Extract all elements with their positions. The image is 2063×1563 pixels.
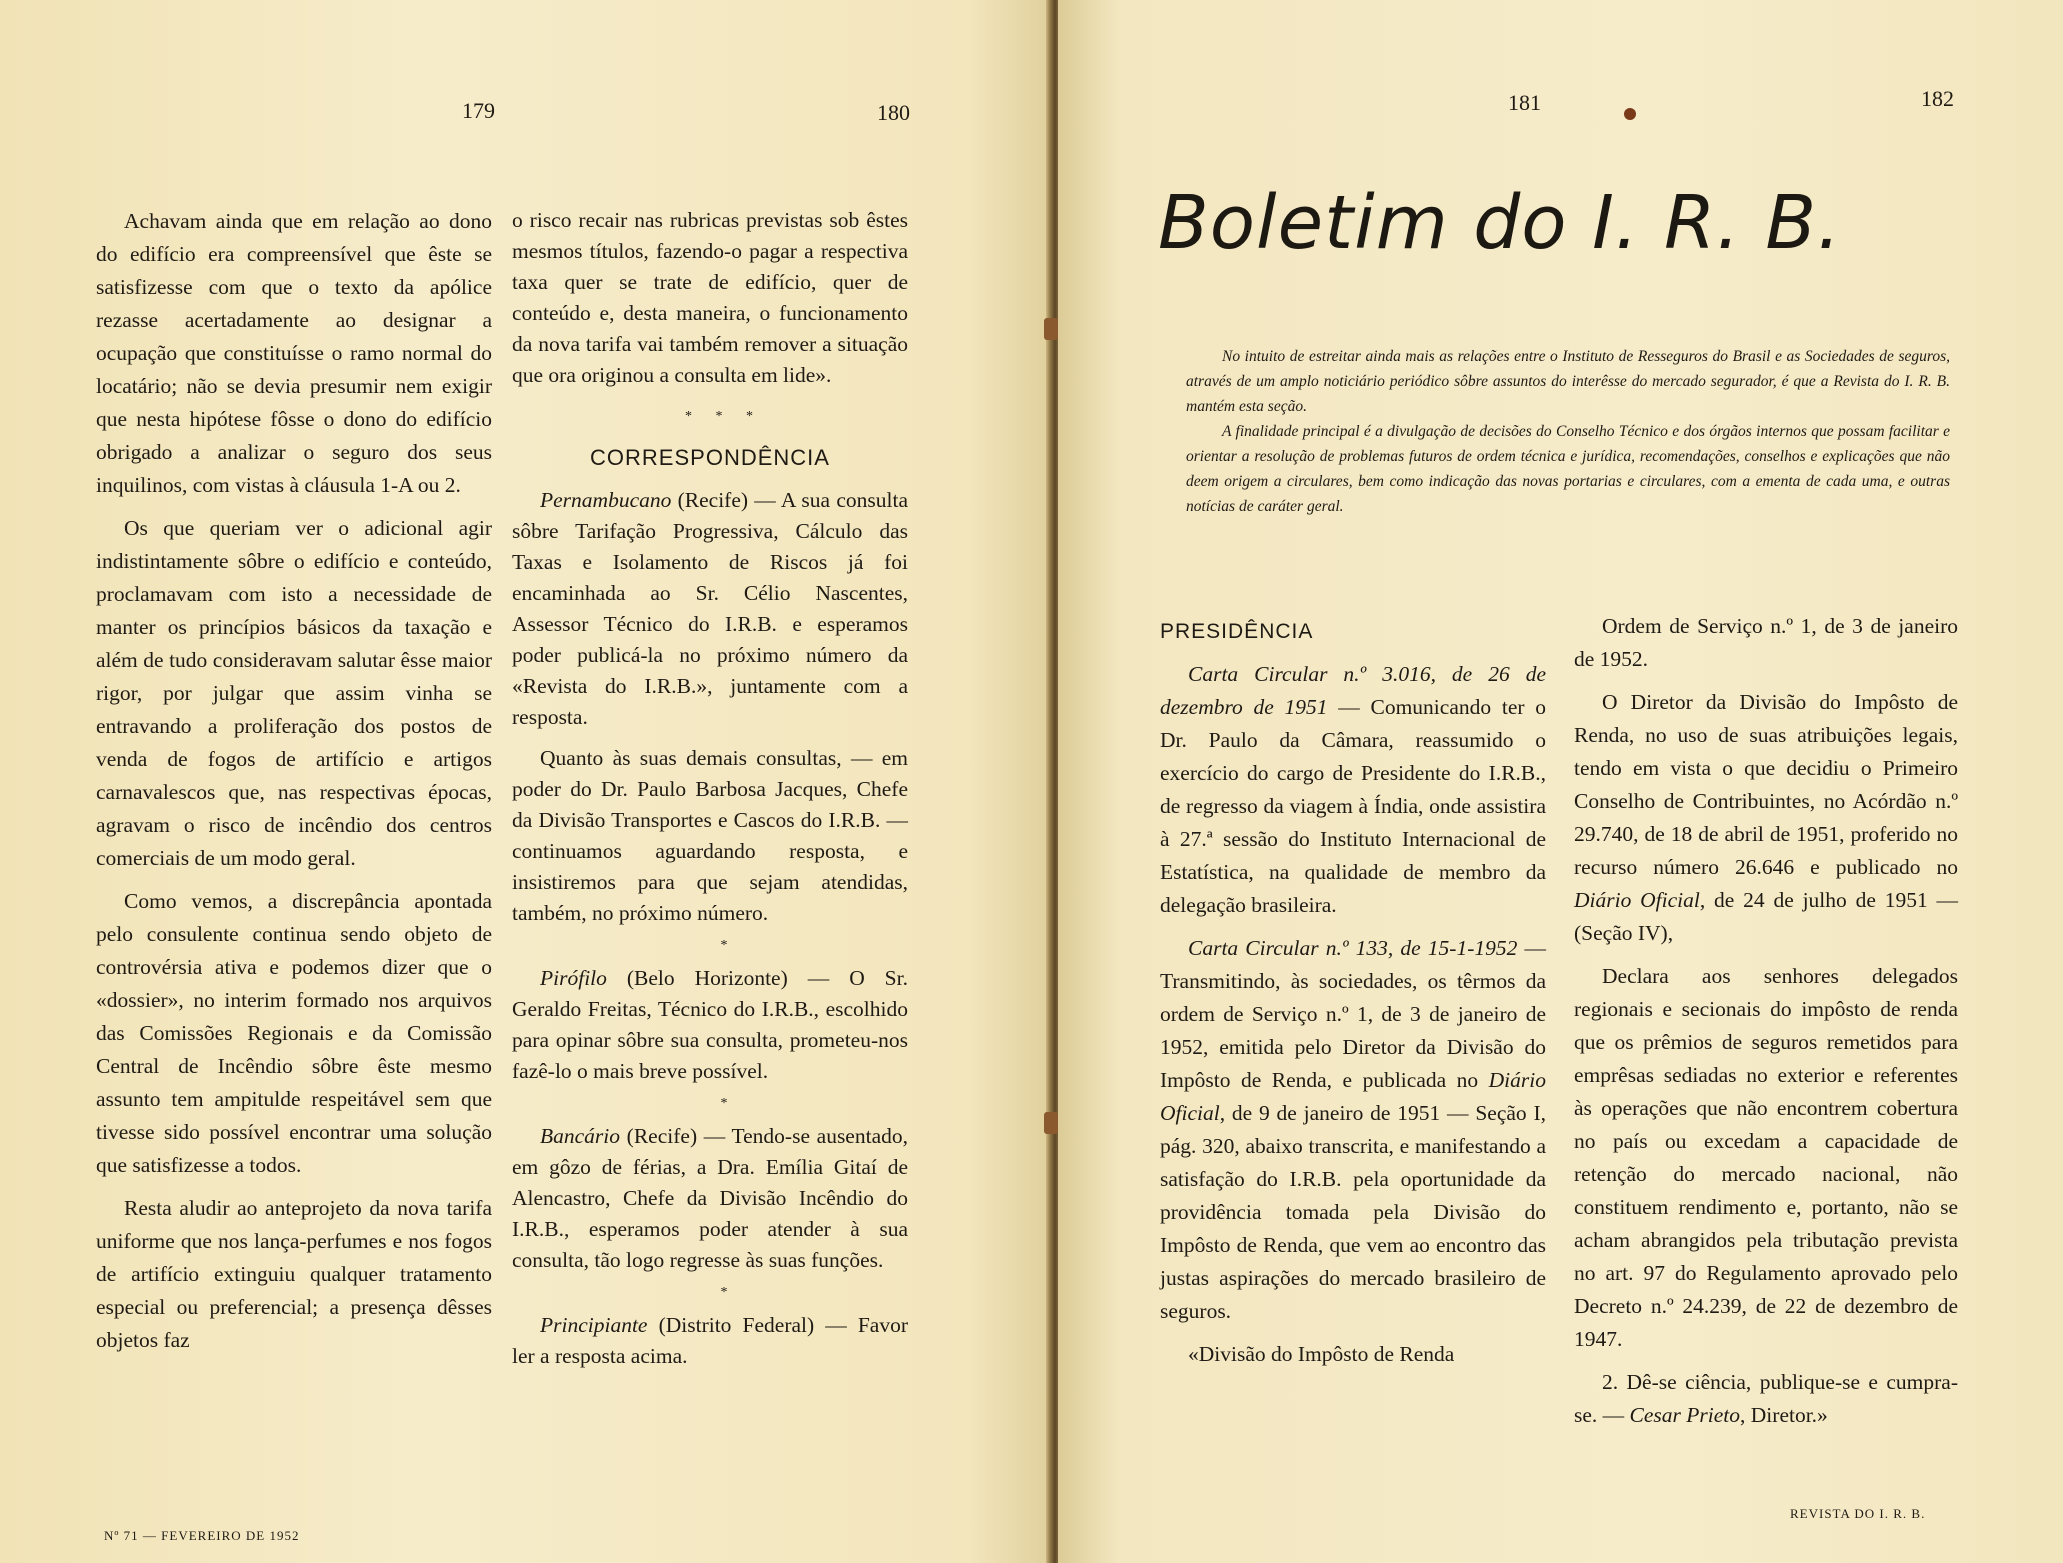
page-number-181: 181	[1508, 90, 1541, 115]
section-stars: * * *	[685, 409, 763, 424]
column-179	[96, 205, 492, 1367]
paragraph: o risco recair nas rubricas previstas sob êstes mesmos títulos, fazendo-o pagar a respectiva taxa quer se trate de edifício, quer de conteúdo e, desta maneira, o funcionamento da nova tarifa vai também remover a situação que ora originou a consulta em lide».	[512, 208, 908, 387]
page-number-180: 180	[877, 100, 910, 125]
circular-133: Carta Circular n.º 133, de 15-1-1952 — Transmitindo, às sociedades, os têrmos da ordem de Serviço n.º 1, de 3 de janeiro de 1952, emitida pelo Diretor da Divisão do Impôsto de Renda, e publicada no Diário Oficial, de 9 de janeiro de 1951 — Seção I, pág. 320, abaixo transcrita, e manifestando a satisfação do I.R.B. pela oportunidade da providência tomada pela Divisão do Impôsto de Renda, que vem ao encontro das justas aspirações do mercado brasileiro de seguros.	[1160, 936, 1547, 1323]
letter-pirofilo: Pirófilo (Belo Horizonte) — O Sr. Geraldo Freitas, Técnico do I.R.B., escolhido para opinar sôbre sua consulta, prometeu-nos fazê-lo o mais breve possível.	[512, 966, 908, 1083]
letter-principiante: Principiante (Distrito Federal) — Favor ler a resposta acima.	[512, 1313, 908, 1368]
section-heading-presidencia: PRESIDÊNCIA	[1160, 620, 1314, 643]
journal-footer: REVISTA DO I. R. B.	[1790, 1506, 1926, 1521]
column-182	[1574, 610, 1958, 1442]
paragraph: Achavam ainda que em relação ao dono do edifício era compreensível que êste se satisfizesse com que o texto da apólice rezasse acertadamente ao designar a ocupação que constituísse o ramo normal do locatário; não se devia presumir nem exigir que nesta hipótese fôsse o dono do edifício obrigado a analizar o seguro dos seus inquilinos, com vistas à cláusula 1-A ou 2.	[96, 209, 492, 497]
paragraph: Os que queriam ver o adicional agir indistintamente sôbre o edifício e conteúdo, proclamavam com isto a necessidade de manter os princípios básicos da taxação e além de tudo consideravam salutar êsse maior rigor, por julgar que assim vinha se entravando a proliferação dos postos de venda de fogos de artifício e artigos carnavalescos que, nas respectivas épocas, agravam o risco de incêndio dos centros comerciais de um modo geral.	[96, 516, 492, 870]
circular-3016: Carta Circular n.º 3.016, de 26 de dezembro de 1951 — Comunicando ter o Dr. Paulo da Câmara, reassumido o exercício do cargo de Presidente do I.R.B., de regresso da viagem à Índia, onde assistira à 27.ª sessão do Instituto Internacional de Estatística, na qualidade de membro da delegação brasileira.	[1160, 662, 1546, 917]
intro-paragraph: A finalidade principal é a divulgação de decisões do Conselho Técnico e dos órgãos internos que possam facilitar e orientar a resolução de problemas futuros de ordem técnica e jurídica, recomendações, conselhos e explicações que não deem origem a circulares, bem como indicação das novas portarias e circulares, com a ementa de cada uma, e outras notícias de caráter geral.	[1186, 423, 1950, 515]
separator: *	[720, 1096, 728, 1111]
masthead-title: Boletim do I. R. B.	[1158, 180, 1842, 266]
letter-pernambucano: Pernambucano (Recife) — A sua consulta sôbre Tarifação Progressiva, Cálculo das Taxas e Isolamento de Riscos já foi encaminhada ao Sr. Célio Nascentes, Assessor Técnico do I.R.B. e esperamos poder publicá-la no próximo número da «Revista do I.R.B.», juntamente com a resposta.	[512, 488, 908, 729]
signature-paragraph: 2. Dê-se ciência, publique-se e cumpra-se. — Cesar Prieto, Diretor.»	[1574, 1370, 1958, 1427]
paragraph: Quanto às suas demais consultas, — em poder do Dr. Paulo Barbosa Jacques, Chefe da Divisão Transportes e Cascos do I.R.B. — continuamos aguardando resposta, e insistiremos para que sejam atendidas, também, no próximo número.	[512, 746, 908, 925]
separator: *	[720, 1285, 728, 1300]
binding-tab	[1044, 318, 1058, 340]
paragraph: Declara aos senhores delegados regionais e secionais do impôsto de renda que os prêmios de seguros remetidos para emprêsas sediadas no exterior e referentes às operações que não encontrem cobertura no país ou excedam a capacidade de retenção do mercado nacional, não constituem rendimento e, portanto, não se acham abrangidos pela tributação prevista no art. 97 do Regulamento aprovado pelo Decreto n.º 24.239, de 22 de dezembro de 1947.	[1574, 964, 1958, 1351]
paragraph: «Divisão do Impôsto de Renda	[1188, 1342, 1455, 1366]
paragraph: Ordem de Serviço n.º 1, de 3 de janeiro de 1952.	[1574, 614, 1958, 671]
paragraph: Resta aludir ao anteprojeto da nova tarifa uniforme que nos lança-perfumes e nos fogos de artifício extinguiu qualquer tratamento especial ou preferencial; a presença dêsses objetos faz	[96, 1196, 492, 1352]
letter-bancario: Bancário (Recife) — Tendo-se ausentado, em gôzo de férias, a Dra. Emília Gitaí de Alencastro, Chefe da Divisão Incêndio do I.R.B., esperamos poder atender à sua consulta, tão logo regresse às suas funções.	[512, 1124, 908, 1272]
column-181	[1160, 615, 1546, 1381]
issue-footer: Nº 71 — FEVEREIRO DE 1952	[104, 1528, 300, 1543]
intro-paragraph: No intuito de estreitar ainda mais as relações entre o Instituto de Resseguros do Brasil e as Sociedades de seguros, através de um amplo noticiário periódico sôbre assuntos do interêsse do mercado segurador, é que a Revista do I. R. B. mantém esta seção.	[1186, 348, 1950, 415]
section-heading-correspondencia: CORRESPONDÊNCIA	[590, 445, 830, 470]
page-number-179: 179	[462, 98, 495, 123]
paragraph: O Diretor da Divisão do Impôsto de Renda, no uso de suas atribuições legais, tendo em vista o que decidiu o Primeiro Conselho de Contribuintes, no Acórdão n.º 29.740, de 18 de abril de 1951, proferido no recurso número 26.646 e publicado no Diário Oficial, de 24 de julho de 1951 — (Seção IV),	[1574, 690, 1958, 945]
separator: *	[720, 938, 728, 953]
binding-tab	[1044, 1112, 1058, 1134]
section-intro	[1186, 344, 1950, 519]
column-180	[512, 205, 908, 1382]
page-number-182: 182	[1921, 86, 1954, 111]
paragraph: Como vemos, a discrepância apontada pelo consulente continua sendo objeto de controvérsia ativa e podemos dizer que o «dossier», no interim formado nos arquivos das Comissões Regionais e da Comissão Central de Incêndio sôbre êste mesmo assunto tem ampitulde respeitável sem que tivesse sido possível encontrar uma solução que satisfizesse a todos.	[96, 889, 492, 1177]
ink-spot	[1624, 108, 1636, 120]
